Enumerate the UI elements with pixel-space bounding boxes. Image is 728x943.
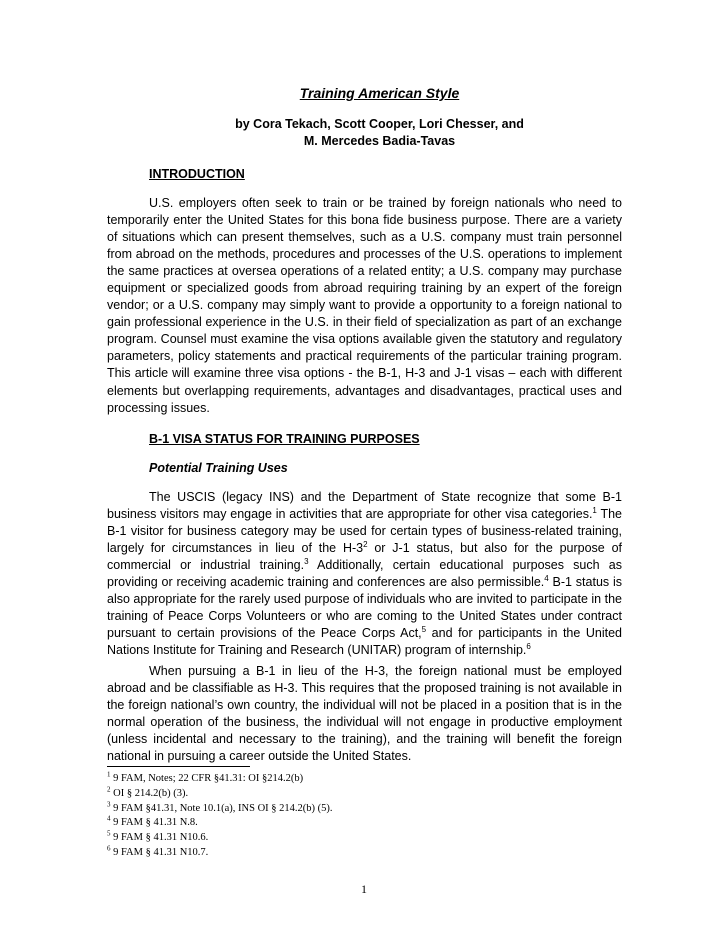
footnote-ref-2[interactable]: 2 [363,539,368,549]
b1-p1-text-2: The B-1 visitor for business category may be used for certain types of business-related training, largely for circumstances in lieu of the H-3 [107,506,622,555]
footnote-number: 1 [107,770,111,779]
b1-paragraph-1 [107,489,622,659]
footnote-ref-3[interactable]: 3 [304,556,309,566]
footnote-1 [107,772,622,787]
footnote-ref-4[interactable]: 4 [544,573,549,583]
footnote-number: 2 [107,785,111,794]
document-body [107,84,622,779]
footnote-4 [107,816,622,831]
footnote-text: OI § 214.2(b) (3). [110,787,189,799]
training-uses-subheading: Potential Training Uses [149,460,288,475]
b1-heading: B-1 VISA STATUS FOR TRAINING PURPOSES [149,431,420,446]
footnote-text: 9 FAM §41.31, Note 10.1(a), INS OI § 214.2(b) (5). [110,802,333,814]
intro-paragraph: U.S. employers often seek to train or be trained by foreign nationals who need to temporarily enter the United States for this bona fide business purpose. There are a variety of situations which can present themselves, such as a U.S. company must train personnel from abroad on the methods, procedures and processes of the U.S. operations to implement the same practices at oversea operations of a related entity; a U.S. company may purchase equipment or specialized goods from abroad requiring training by an expert of the foreign vendor; or a U.S. company may simply want to provide a opportunity to a foreign national to gain professional experience in the U.S. in their field of specialization as part of an exchange program. Counsel must examine the visa options available given the statutory and regulatory parameters, policy statements and practical requirements of the particular training program. This article will examine three visa options - the B-1, H-3 and J-1 visas – each with different elements but overlapping requirements, advantages and disadvantages, practical uses and processing issues. [107,196,622,415]
b1-p1-text-1: The USCIS (legacy INS) and the Department of State recognize that some B-1 business visitors may engage in activities that are appropriate for other visa categories. [107,489,622,521]
b1-p1-text-4: Additionally, certain educational purposes such as providing or receiving academic training and conferences are also permissible. [107,557,622,589]
footnote-3 [107,802,622,817]
byline-line-2: M. Mercedes Badia-Tavas [303,134,456,148]
footnote-text: 9 FAM § 41.31 N10.7. [110,846,209,858]
footnote-number: 4 [107,814,111,823]
footnote-number: 5 [107,829,111,838]
footnote-number: 6 [107,844,111,853]
footnotes [107,772,622,861]
footnote-2 [107,787,622,802]
footnote-text: 9 FAM § 41.31 N10.6. [110,832,209,844]
footnote-divider [107,766,250,767]
document-title: Training American Style [299,85,460,101]
footnote-ref-6[interactable]: 6 [526,641,531,651]
footnote-ref-5[interactable]: 5 [421,624,427,634]
footnote-5 [107,831,622,846]
footnote-6 [107,846,622,861]
footnote-text: 9 FAM § 41.31 N.8. [110,817,198,829]
b1-p1-text-5: B-1 status is also appropriate for the rarely used purpose of individuals who are invited to participate in the training of Peace Corps Volunteers or who are coming to the United States under contract pursuant to certain provisions of the Peace Corps Act, [107,574,622,640]
footnote-number: 3 [107,800,111,809]
b1-p1-text-6: and for participants in the United Nations Institute for Training and Research (UNITAR) program of internship. [107,625,623,658]
intro-heading: INTRODUCTION [149,167,245,181]
footnote-ref-1[interactable]: 1 [592,505,597,515]
byline [107,116,622,150]
b1-p1-text-3: or J-1 status, but also for the purpose of commercial or industrial training. [107,540,622,572]
page-number: 1 [361,882,367,896]
byline-line-1: by Cora Tekach, Scott Cooper, Lori Chesser, and [235,117,524,131]
b1-paragraph-2: When pursuing a B-1 in lieu of the H-3, the foreign national must be employed abroad and be classifiable as H-3. This requires that the proposed training is not available in the foreign national’s own country, the individual will not be placed in a position that is in the normal operation of the business, the individual will not engage in productive employment (unless incidental and necessary to the training), and the training will benefit the foreign national in pursuing a career outside the United States. [107,664,622,764]
footnote-text: 9 FAM, Notes; 22 CFR §41.31: OI §214.2(b) [110,773,304,784]
